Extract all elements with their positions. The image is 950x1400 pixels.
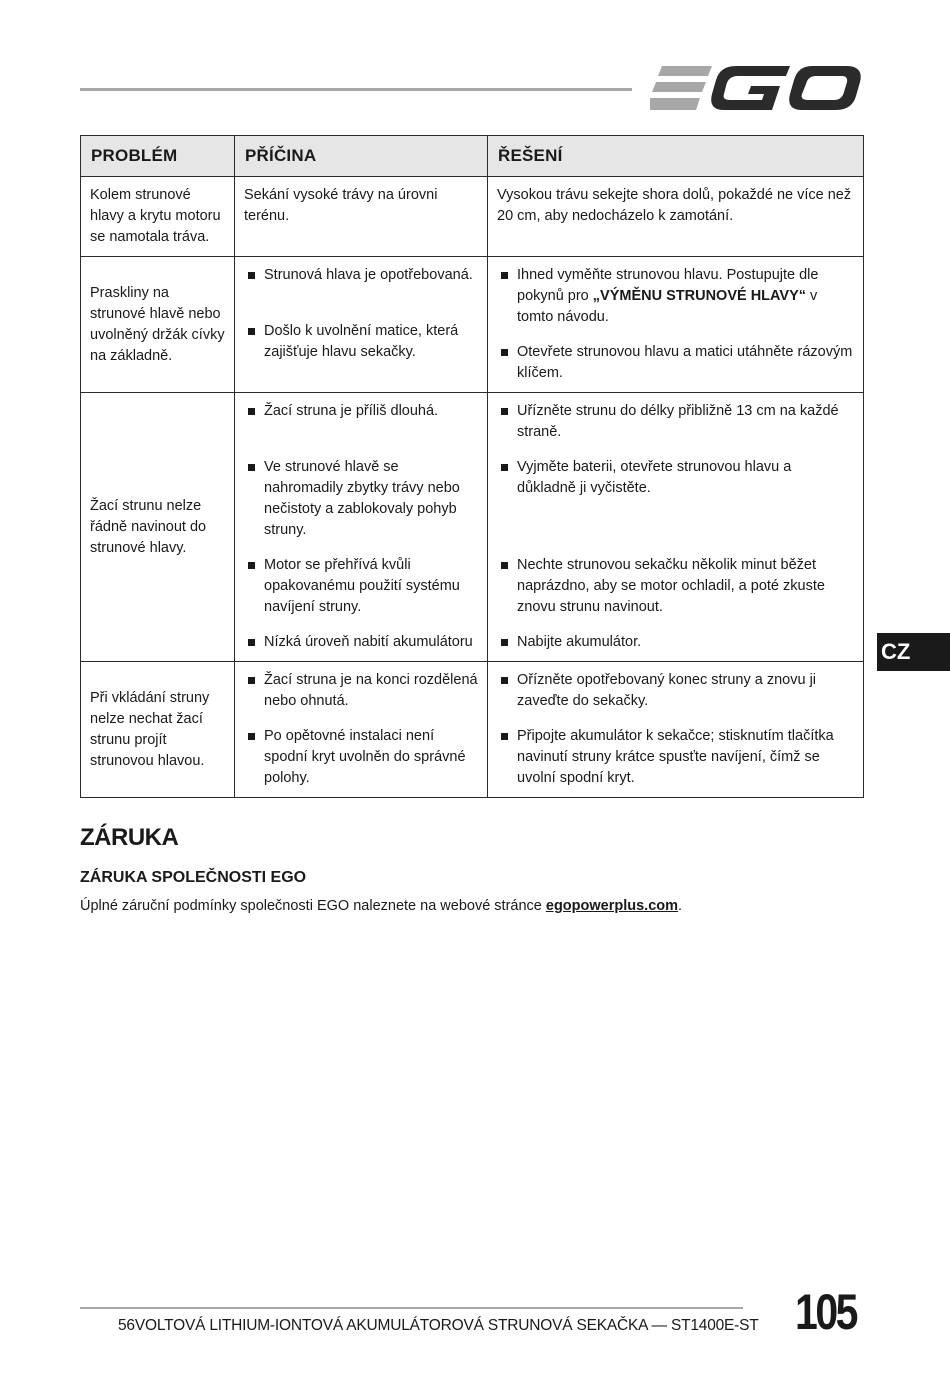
solution-text: Vyjměte baterii, otevřete strunovou hlavu a důkladně ji vyčistěte.	[517, 459, 792, 496]
solution-text: Ořízněte opotřebovaný konec struny a znovu ji zaveďte do sekačky.	[517, 672, 817, 709]
solution-text: Uřízněte strunu do délky přibližně 13 cm na každé straně.	[517, 403, 839, 440]
cause-text: Strunová hlava je opotřebovaná.	[264, 267, 473, 283]
bullet-icon	[248, 562, 255, 569]
table-row	[81, 393, 864, 662]
bullet-icon	[248, 272, 255, 279]
page-number: 105	[795, 1284, 857, 1340]
cause-text: Žací struna je na konci rozdělená nebo ohnutá.	[264, 672, 478, 709]
cause-item	[244, 555, 478, 618]
solution-reference: „VÝMĚNU STRUNOVÉ HLAVY“	[592, 288, 807, 304]
solution-text: Nabijte akumulátor.	[517, 634, 642, 650]
cause-text: Nízká úroveň nabití akumulátoru	[264, 634, 473, 650]
bullet-icon	[501, 464, 508, 471]
language-tab: CZ	[877, 633, 950, 671]
solution-item	[497, 670, 854, 712]
bullet-icon	[501, 733, 508, 740]
table-header-row	[81, 136, 864, 177]
problem-cell: Při vkládání struny nelze nechat žací strunu projít strunovou hlavou.	[81, 662, 235, 798]
solution-text: Ihned vyměňte strunovou hlavu. Postupujte dle pokynů pro	[517, 267, 819, 304]
solution-item	[497, 457, 854, 499]
bullet-icon	[501, 349, 508, 356]
cause-text: Ve strunové hlavě se nahromadily zbytky trávy nebo nečistoty a zablokovaly pohyb struny.	[264, 459, 460, 538]
cause-item	[244, 726, 478, 789]
footer-title: 56VOLTOVÁ LITHIUM-IONTOVÁ AKUMULÁTOROVÁ STRUNOVÁ SEKAČKA — ST1400E-ST	[118, 1317, 759, 1334]
solution-item	[497, 342, 854, 384]
website-link[interactable]: egopowerplus.com	[545, 898, 679, 914]
header-problem: PROBLÉM	[81, 136, 235, 177]
bullet-icon	[248, 639, 255, 646]
cause-cell	[235, 257, 488, 393]
cause-cell	[235, 393, 488, 662]
cause-item	[244, 632, 478, 653]
solution-item	[497, 555, 854, 618]
problem-cell: Praskliny na strunové hlavě nebo uvolněný držák cívky na základně.	[81, 257, 235, 393]
bullet-icon	[248, 408, 255, 415]
bullet-icon	[501, 639, 508, 646]
bullet-icon	[248, 328, 255, 335]
solution-cell	[488, 662, 864, 798]
cause-item	[244, 265, 478, 286]
header-cause: PŘÍČINA	[235, 136, 488, 177]
troubleshooting-table	[80, 135, 864, 798]
solution-item	[497, 632, 854, 653]
solution-text: Nechte strunovou sekačku několik minut běžet naprázdno, aby se motor ochladil, a poté zkuste znovu strunu navinout.	[517, 557, 825, 615]
warranty-text-pre: Úplné záruční podmínky společnosti EGO naleznete na webové stránce	[80, 898, 546, 914]
cause-cell	[235, 662, 488, 798]
warranty-text	[80, 898, 682, 914]
header-solution: ŘEŠENÍ	[488, 136, 864, 177]
ego-logo-icon	[650, 64, 862, 112]
section-title: ZÁRUKA	[80, 824, 179, 851]
bullet-icon	[248, 677, 255, 684]
cause-text: Došlo k uvolnění matice, která zajišťuje hlavu sekačky.	[264, 323, 459, 360]
cause-item	[244, 321, 478, 363]
table-row	[81, 662, 864, 798]
section-subtitle: ZÁRUKA SPOLEČNOSTI EGO	[80, 869, 307, 886]
solution-text: Připojte akumulátor k sekačce; stisknutím tlačítka navinutí struny krátce spusťte navíjení, čímž se uvolní spodní kryt.	[517, 728, 834, 786]
bullet-icon	[248, 464, 255, 471]
header-rule	[80, 88, 632, 91]
solution-cell	[488, 393, 864, 662]
table-row	[81, 257, 864, 393]
bullet-icon	[501, 408, 508, 415]
solution-text: Otevřete strunovou hlavu a matici utáhněte rázovým klíčem.	[517, 344, 853, 381]
solution-cell	[488, 257, 864, 393]
solution-item	[497, 726, 854, 789]
cause-item	[244, 457, 478, 541]
bullet-icon	[501, 677, 508, 684]
bullet-icon	[501, 272, 508, 279]
warranty-text-post: .	[678, 898, 683, 914]
bullet-icon	[248, 733, 255, 740]
problem-cell: Kolem strunové hlavy a krytu motoru se namotala tráva.	[81, 177, 235, 257]
cause-item	[244, 670, 478, 712]
solution-item	[497, 265, 854, 328]
table-row	[81, 177, 864, 257]
solution-text: v tomto návodu.	[517, 288, 818, 325]
cause-text: Žací struna je příliš dlouhá.	[264, 403, 439, 419]
problem-cell: Žací strunu nelze řádně navinout do strunové hlavy.	[81, 393, 235, 662]
cause-text: Po opětovné instalaci není spodní kryt uvolněn do správné polohy.	[264, 728, 466, 786]
cause-text: Motor se přehřívá kvůli opakovanému použití systému navíjení struny.	[264, 557, 460, 615]
cause-item	[244, 401, 478, 422]
cause-cell: Sekání vysoké trávy na úrovni terénu.	[235, 177, 488, 257]
solution-item	[497, 401, 854, 443]
bullet-icon	[501, 562, 508, 569]
solution-cell: Vysokou trávu sekejte shora dolů, pokaždé ne více než 20 cm, aby nedocházelo k zamotání.	[488, 177, 864, 257]
footer-rule	[80, 1307, 743, 1309]
